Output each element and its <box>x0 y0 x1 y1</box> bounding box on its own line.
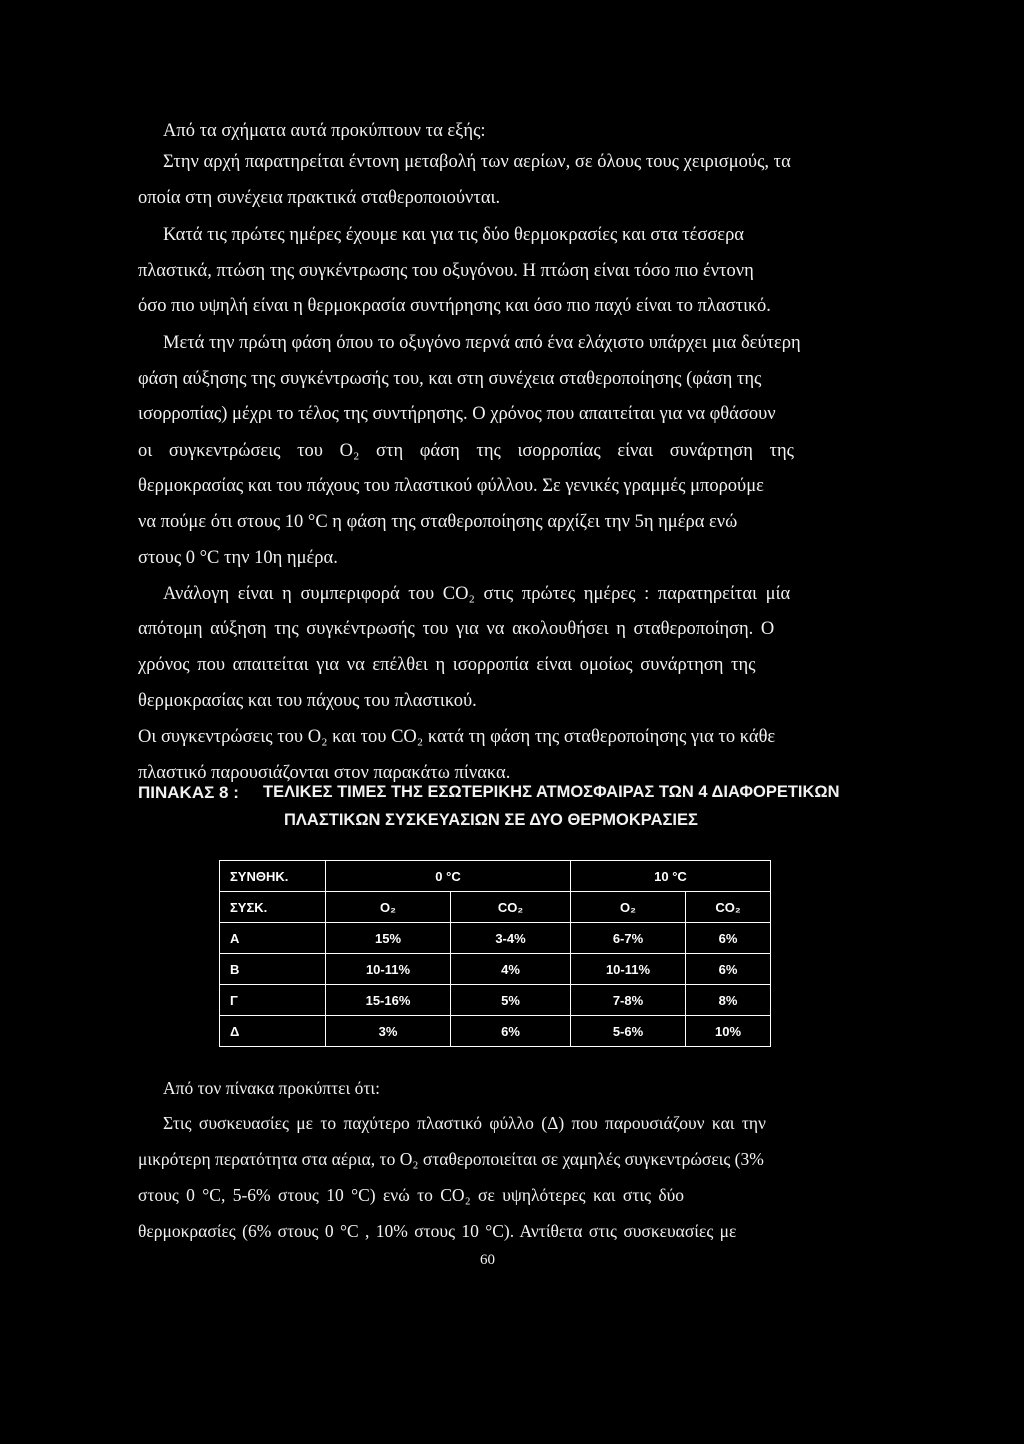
paragraph-4-line-4: οι συγκεντρώσεις του O₂ στη φάση της ισορροπίας είναι συνάρτηση της <box>138 441 794 461</box>
table-cell: 6% <box>451 1016 571 1047</box>
paragraph-4-line-6: να πούμε ότι στους 10 °C η φάση της σταθεροποίησης αρχίζει την 5η ημέρα ενώ <box>138 512 738 532</box>
table-caption-title-line-2: ΠΛΑΣΤΙΚΩΝ ΣΥΣΚΕΥΑΣΙΩΝ ΣΕ ΔΥΟ ΘΕΡΜΟΚΡΑΣΙΕΣ <box>284 811 698 829</box>
header-o2-10: O₂ <box>571 892 686 923</box>
table-row <box>220 923 771 954</box>
table-cell: 4% <box>451 954 571 985</box>
page-number: 60 <box>480 1252 495 1268</box>
table-header-row-conditions <box>220 861 771 892</box>
table-cell: 10-11% <box>571 954 686 985</box>
paragraph-6-line-2: πλαστικό παρουσιάζονται στον παρακάτω πίνακα. <box>138 763 511 783</box>
paragraph-4-line-2: φάση αύξησης της συγκέντρωσής του, και στη συνέχεια σταθεροποίησης (φάση της <box>138 369 762 389</box>
table-cell: 8% <box>686 985 771 1016</box>
conclusion-line-1: Στις συσκευασίες με το παχύτερο πλαστικό φύλλο (Δ) που παρουσιάζουν και την <box>163 1113 766 1133</box>
results-table <box>219 860 771 1047</box>
table-header-row-gases <box>220 892 771 923</box>
table-cell: Δ <box>220 1016 326 1047</box>
paragraph-3-line-2: πλαστικά, πτώση της συγκέντρωσης του οξυγόνου. Η πτώση είναι τόσο πιο έντονη <box>138 261 754 281</box>
paragraph-2-line-2: οποία στη συνέχεια πρακτικά σταθεροποιούνται. <box>138 188 501 208</box>
table-row <box>220 954 771 985</box>
paragraph-6-line-1: Οι συγκεντρώσεις του O₂ και του CO₂ κατά τη φάση της σταθεροποίησης για το κάθε <box>138 727 776 747</box>
paragraph-5-line-1: Ανάλογη είναι η συμπεριφορά του CO₂ στις πρώτες ημέρες : παρατηρείται μία <box>163 584 791 604</box>
paragraph-3-line-1: Κατά τις πρώτες ημέρες έχουμε και για τις δύο θερμοκρασίες και στα τέσσερα <box>163 225 744 245</box>
table-cell: 10-11% <box>326 954 451 985</box>
paragraph-4-line-5: θερμοκρασίας και του πάχους του πλαστικού φύλλου. Σε γενικές γραμμές μπορούμε <box>138 476 764 496</box>
header-conditions: ΣΥΝΘΗΚ. <box>220 861 326 892</box>
header-package: ΣΥΣΚ. <box>220 892 326 923</box>
paragraph-4-line-1: Μετά την πρώτη φάση όπου το οξυγόνο περνά από ένα ελάχιστο υπάρχει μια δεύτερη <box>163 333 801 353</box>
paragraph-4-line-7: στους 0 °C την 10η ημέρα. <box>138 548 338 568</box>
table-cell: 5% <box>451 985 571 1016</box>
table-cell: Β <box>220 954 326 985</box>
table-cell: Γ <box>220 985 326 1016</box>
table-cell: 10% <box>686 1016 771 1047</box>
table-caption-label: ΠΙΝΑΚΑΣ 8 : <box>138 783 239 802</box>
table-row <box>220 985 771 1016</box>
table-cell: 6% <box>686 923 771 954</box>
paragraph-3-line-3: όσο πιο υψηλή είναι η θερμοκρασία συντήρησης και όσο πιο παχύ είναι το πλαστικό. <box>138 296 771 316</box>
header-o2-0: O₂ <box>326 892 451 923</box>
table-cell: 15% <box>326 923 451 954</box>
table-cell: 6-7% <box>571 923 686 954</box>
table-cell: 5-6% <box>571 1016 686 1047</box>
table-cell: 3-4% <box>451 923 571 954</box>
paragraph-4-line-3: ισορροπίας) μέχρι το τέλος της συντήρησης. Ο χρόνος που απαιτείται για να φθάσουν <box>138 404 776 424</box>
header-co2-10: CO₂ <box>686 892 771 923</box>
table-cell: 15-16% <box>326 985 451 1016</box>
conclusion-line-4: θερμοκρασίες (6% στους 0 °C , 10% στους 10 °C). Αντίθετα στις συσκευασίες με <box>138 1221 737 1241</box>
header-temp-10: 10 °C <box>571 861 771 892</box>
header-co2-0: CO₂ <box>451 892 571 923</box>
paragraph-5-line-4: θερμοκρασίας και του πάχους του πλαστικού. <box>138 691 477 711</box>
conclusion-line-2: μικρότερη περατότητα στα αέρια, το O₂ σταθεροποιείται σε χαμηλές συγκεντρώσεις (3% <box>138 1149 764 1169</box>
text-run: Στην αρχή παρατηρείται έντονη μεταβολή των αερίων, σε όλους τους χειρισμούς, τα <box>163 152 791 172</box>
table-row <box>220 1016 771 1047</box>
table-cell: Α <box>220 923 326 954</box>
paragraph-5-line-2: απότομη αύξηση της συγκέντρωσής του για να ακολουθήσει η σταθεροποίηση. Ο <box>138 619 775 639</box>
paragraph-2-line-1 <box>163 152 867 173</box>
table-caption-title-line-1: ΤΕΛΙΚΕΣ ΤΙΜΕΣ ΤΗΣ ΕΣΩΤΕΡΙΚΗΣ ΑΤΜΟΣΦΑΙΡΑΣ ΤΩΝ 4 ΔΙΑΦΟΡΕΤΙΚΩΝ <box>263 783 840 801</box>
conclusion-intro: Από τον πίνακα προκύπτει ότι: <box>163 1078 380 1098</box>
table-cell: 6% <box>686 954 771 985</box>
table-cell: 7-8% <box>571 985 686 1016</box>
paragraph-5-line-3: χρόνος που απαιτείται για να επέλθει η ισορροπία είναι ομοίως συνάρτηση της <box>138 655 756 675</box>
header-temp-0: 0 °C <box>326 861 571 892</box>
conclusion-line-3: στους 0 °C, 5-6% στους 10 °C) ενώ το CO₂ σε υψηλότερες και στις δύο <box>138 1185 685 1205</box>
table-cell: 3% <box>326 1016 451 1047</box>
paragraph-intro: Από τα σχήματα αυτά προκύπτουν τα εξής: <box>163 121 486 141</box>
